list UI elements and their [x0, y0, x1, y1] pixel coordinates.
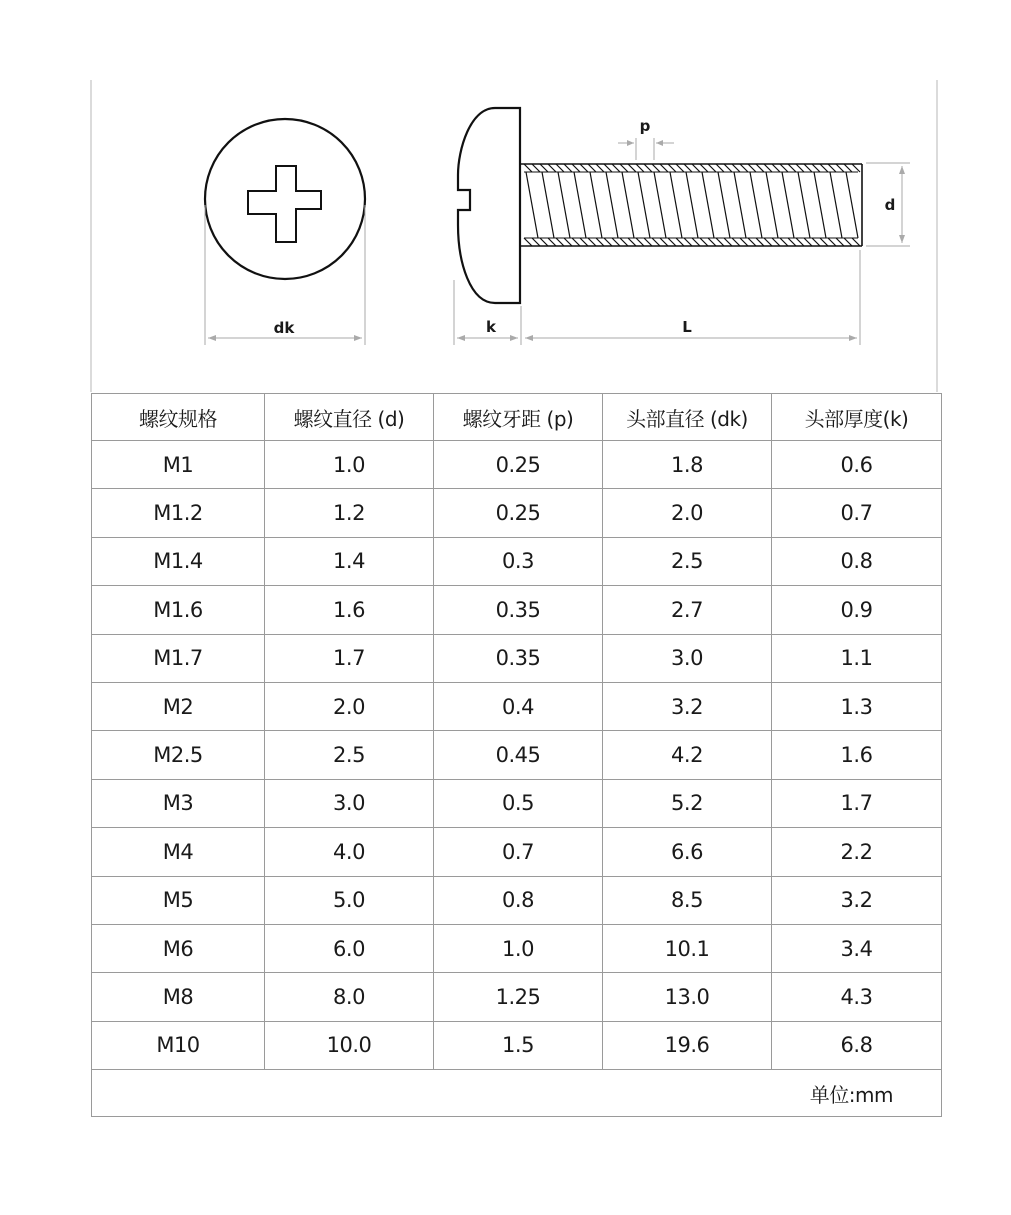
table-cell: 6.0	[265, 924, 434, 972]
table-row	[92, 441, 942, 489]
table-cell: 6.6	[603, 828, 772, 876]
table-cell: 8.0	[265, 973, 434, 1021]
table-row	[92, 731, 942, 779]
table-cell: 3.2	[603, 682, 772, 730]
table-cell: 19.6	[603, 1021, 772, 1069]
table-row	[92, 489, 942, 537]
table-cell: M5	[92, 876, 265, 924]
table-cell: M6	[92, 924, 265, 972]
table-cell: 1.0	[434, 924, 603, 972]
table-cell: M10	[92, 1021, 265, 1069]
table-cell: M8	[92, 973, 265, 1021]
L-label: L	[682, 318, 692, 336]
table-cell: 0.25	[434, 489, 603, 537]
table-cell: 3.0	[265, 779, 434, 827]
header-thread-diameter: 螺纹直径 (d)	[265, 394, 434, 441]
table-row	[92, 1021, 942, 1069]
header-head-diameter: 头部直径 (dk)	[603, 394, 772, 441]
p-label: p	[639, 117, 651, 135]
k-label: k	[486, 318, 496, 336]
table-cell: 1.7	[772, 779, 942, 827]
table-cell: 0.4	[434, 682, 603, 730]
table-cell: 2.0	[265, 682, 434, 730]
table-cell: 1.6	[772, 731, 942, 779]
header-head-thickness: 头部厚度(k)	[772, 394, 942, 441]
table-cell: 1.4	[265, 537, 434, 585]
unit-row	[92, 1070, 942, 1117]
table-cell: 1.25	[434, 973, 603, 1021]
table-cell: M1	[92, 441, 265, 489]
table-cell: M3	[92, 779, 265, 827]
table-cell: 2.7	[603, 586, 772, 634]
table-cell: M2	[92, 682, 265, 730]
screw-dimension-diagram	[0, 0, 1011, 395]
table-row	[92, 828, 942, 876]
table-cell: M1.4	[92, 537, 265, 585]
table-cell: 0.45	[434, 731, 603, 779]
table-cell: 0.7	[772, 489, 942, 537]
table-cell: 0.9	[772, 586, 942, 634]
table-row	[92, 586, 942, 634]
table-cell: 2.5	[603, 537, 772, 585]
table-cell: 6.8	[772, 1021, 942, 1069]
dk-label: dk	[273, 319, 295, 337]
table-cell: 4.2	[603, 731, 772, 779]
table-cell: 10.0	[265, 1021, 434, 1069]
table-cell: 1.7	[265, 634, 434, 682]
table-cell: M1.6	[92, 586, 265, 634]
table-cell: 4.3	[772, 973, 942, 1021]
table-row	[92, 537, 942, 585]
table-cell: 0.8	[772, 537, 942, 585]
table-cell: 0.7	[434, 828, 603, 876]
table-cell: 1.5	[434, 1021, 603, 1069]
table-row	[92, 634, 942, 682]
table-cell: 0.3	[434, 537, 603, 585]
table-cell: 10.1	[603, 924, 772, 972]
table-cell: 1.8	[603, 441, 772, 489]
table-cell: 2.0	[603, 489, 772, 537]
phillips-cross-icon	[248, 166, 321, 242]
table-cell: 1.6	[265, 586, 434, 634]
screw-side-view	[454, 108, 910, 345]
table-cell: 0.5	[434, 779, 603, 827]
table-cell: 1.0	[265, 441, 434, 489]
table-cell: 8.5	[603, 876, 772, 924]
table-row	[92, 876, 942, 924]
table-cell: 3.4	[772, 924, 942, 972]
screw-spec-table	[91, 393, 942, 1117]
table-cell: 4.0	[265, 828, 434, 876]
table-cell: M1.7	[92, 634, 265, 682]
table-row	[92, 973, 942, 1021]
table-cell: 5.2	[603, 779, 772, 827]
table-cell: 1.1	[772, 634, 942, 682]
screw-head-top-view	[205, 119, 365, 345]
table-cell: 2.2	[772, 828, 942, 876]
table-cell: 1.3	[772, 682, 942, 730]
table-cell: 13.0	[603, 973, 772, 1021]
table-cell: 0.25	[434, 441, 603, 489]
table-header-row	[92, 394, 942, 441]
table-cell: M2.5	[92, 731, 265, 779]
table-cell: 5.0	[265, 876, 434, 924]
table-cell: 0.8	[434, 876, 603, 924]
d-label: d	[884, 196, 896, 214]
table-cell: 3.0	[603, 634, 772, 682]
table-cell: 1.2	[265, 489, 434, 537]
table-row	[92, 682, 942, 730]
header-thread-spec: 螺纹规格	[92, 394, 265, 441]
table-cell: M4	[92, 828, 265, 876]
table-cell: M1.2	[92, 489, 265, 537]
table-row	[92, 779, 942, 827]
table-cell: 0.6	[772, 441, 942, 489]
unit-label: 单位:mm	[92, 1070, 942, 1117]
table-row	[92, 924, 942, 972]
table-cell: 0.35	[434, 634, 603, 682]
table-cell: 0.35	[434, 586, 603, 634]
table-cell: 3.2	[772, 876, 942, 924]
header-thread-pitch: 螺纹牙距 (p)	[434, 394, 603, 441]
table-cell: 2.5	[265, 731, 434, 779]
